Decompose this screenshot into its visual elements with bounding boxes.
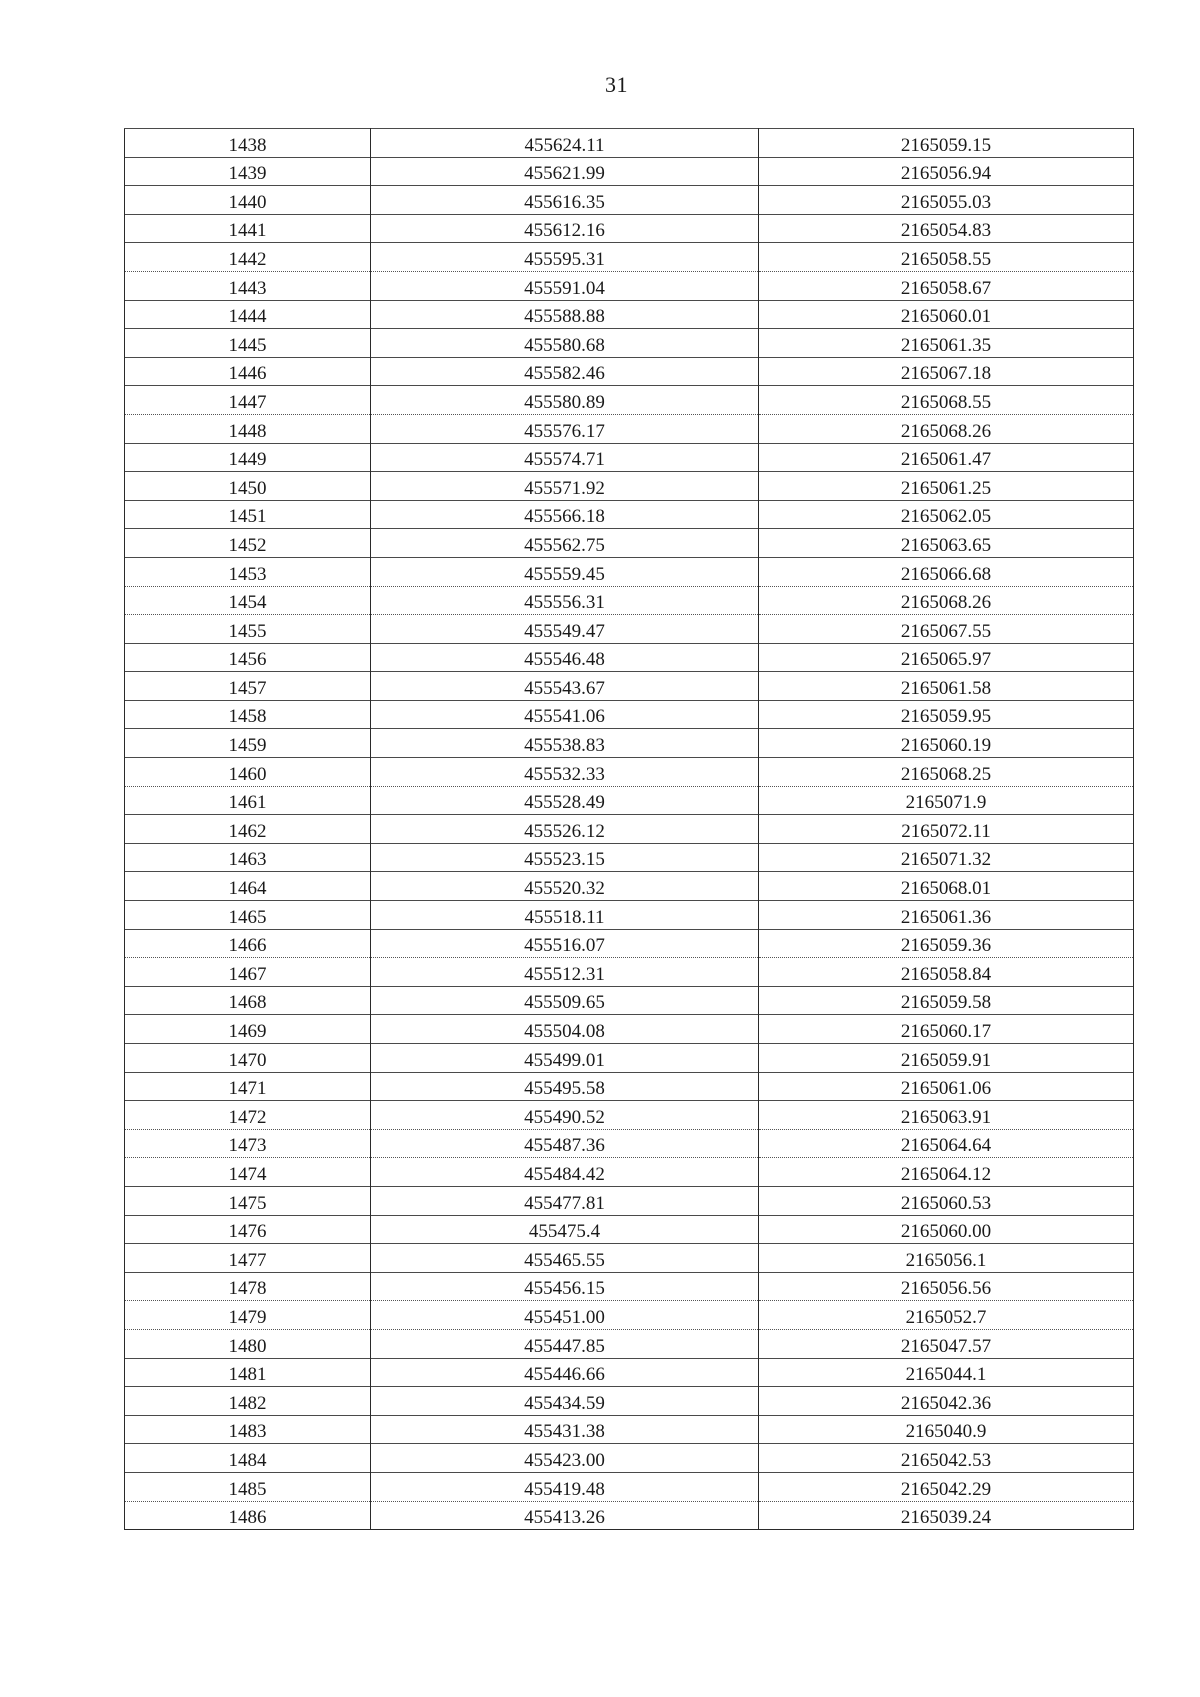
y-coordinate-cell: 2165065.97 [759, 643, 1134, 672]
y-coordinate-cell: 2165068.25 [759, 758, 1134, 787]
y-coordinate-cell: 2165040.9 [759, 1415, 1134, 1444]
y-coordinate-cell: 2165063.65 [759, 529, 1134, 558]
x-coordinate-cell: 455621.99 [371, 157, 759, 186]
y-coordinate-cell: 2165058.55 [759, 243, 1134, 272]
table-row [125, 1472, 1134, 1501]
y-coordinate-cell: 2165061.35 [759, 329, 1134, 358]
table-row [125, 472, 1134, 501]
table-row [125, 1329, 1134, 1358]
x-coordinate-cell: 455624.11 [371, 129, 759, 158]
point-number-cell: 1439 [125, 157, 371, 186]
y-coordinate-cell: 2165054.83 [759, 214, 1134, 243]
x-coordinate-cell: 455465.55 [371, 1244, 759, 1273]
table-row [125, 443, 1134, 472]
point-number-cell: 1461 [125, 786, 371, 815]
table-row [125, 386, 1134, 415]
table-row [125, 300, 1134, 329]
table-row [125, 815, 1134, 844]
point-number-cell: 1443 [125, 271, 371, 300]
x-coordinate-cell: 455562.75 [371, 529, 759, 558]
y-coordinate-cell: 2165060.53 [759, 1186, 1134, 1215]
coordinate-table [124, 128, 1134, 1530]
x-coordinate-cell: 455431.38 [371, 1415, 759, 1444]
point-number-cell: 1483 [125, 1415, 371, 1444]
y-coordinate-cell: 2165061.58 [759, 672, 1134, 701]
point-number-cell: 1468 [125, 986, 371, 1015]
x-coordinate-cell: 455588.88 [371, 300, 759, 329]
y-coordinate-cell: 2165044.1 [759, 1358, 1134, 1387]
x-coordinate-cell: 455419.48 [371, 1472, 759, 1501]
page-number: 31 [605, 72, 628, 97]
point-number-cell: 1480 [125, 1329, 371, 1358]
point-number-cell: 1464 [125, 872, 371, 901]
x-coordinate-cell: 455580.89 [371, 386, 759, 415]
table-row [125, 929, 1134, 958]
point-number-cell: 1479 [125, 1301, 371, 1330]
table-row [125, 1129, 1134, 1158]
x-coordinate-cell: 455556.31 [371, 586, 759, 615]
table-row [125, 1272, 1134, 1301]
point-number-cell: 1478 [125, 1272, 371, 1301]
table-row [125, 214, 1134, 243]
table-row [125, 1444, 1134, 1473]
x-coordinate-cell: 455580.68 [371, 329, 759, 358]
table-row [125, 357, 1134, 386]
point-number-cell: 1458 [125, 700, 371, 729]
y-coordinate-cell: 2165042.36 [759, 1387, 1134, 1416]
y-coordinate-cell: 2165059.15 [759, 129, 1134, 158]
point-number-cell: 1438 [125, 129, 371, 158]
x-coordinate-cell: 455576.17 [371, 414, 759, 443]
x-coordinate-cell: 455490.52 [371, 1101, 759, 1130]
table-row [125, 1215, 1134, 1244]
y-coordinate-cell: 2165047.57 [759, 1329, 1134, 1358]
table-row [125, 843, 1134, 872]
point-number-cell: 1486 [125, 1501, 371, 1530]
point-number-cell: 1481 [125, 1358, 371, 1387]
y-coordinate-cell: 2165058.84 [759, 958, 1134, 987]
y-coordinate-cell: 2165060.00 [759, 1215, 1134, 1244]
x-coordinate-cell: 455451.00 [371, 1301, 759, 1330]
x-coordinate-cell: 455475.4 [371, 1215, 759, 1244]
x-coordinate-cell: 455487.36 [371, 1129, 759, 1158]
x-coordinate-cell: 455532.33 [371, 758, 759, 787]
table-row [125, 872, 1134, 901]
x-coordinate-cell: 455546.48 [371, 643, 759, 672]
point-number-cell: 1449 [125, 443, 371, 472]
point-number-cell: 1475 [125, 1186, 371, 1215]
table-row [125, 186, 1134, 215]
point-number-cell: 1463 [125, 843, 371, 872]
table-row [125, 958, 1134, 987]
table-row [125, 129, 1134, 158]
table-row [125, 1301, 1134, 1330]
point-number-cell: 1440 [125, 186, 371, 215]
point-number-cell: 1450 [125, 472, 371, 501]
table-row [125, 1158, 1134, 1187]
y-coordinate-cell: 2165072.11 [759, 815, 1134, 844]
point-number-cell: 1471 [125, 1072, 371, 1101]
point-number-cell: 1485 [125, 1472, 371, 1501]
point-number-cell: 1465 [125, 901, 371, 930]
x-coordinate-cell: 455413.26 [371, 1501, 759, 1530]
y-coordinate-cell: 2165060.17 [759, 1015, 1134, 1044]
table-row [125, 672, 1134, 701]
x-coordinate-cell: 455520.32 [371, 872, 759, 901]
x-coordinate-cell: 455612.16 [371, 214, 759, 243]
x-coordinate-cell: 455504.08 [371, 1015, 759, 1044]
table-row [125, 1015, 1134, 1044]
y-coordinate-cell: 2165060.01 [759, 300, 1134, 329]
y-coordinate-cell: 2165061.25 [759, 472, 1134, 501]
x-coordinate-cell: 455566.18 [371, 500, 759, 529]
table-row [125, 557, 1134, 586]
table-row [125, 786, 1134, 815]
y-coordinate-cell: 2165039.24 [759, 1501, 1134, 1530]
x-coordinate-cell: 455484.42 [371, 1158, 759, 1187]
y-coordinate-cell: 2165056.94 [759, 157, 1134, 186]
x-coordinate-cell: 455595.31 [371, 243, 759, 272]
table-row [125, 271, 1134, 300]
x-coordinate-cell: 455447.85 [371, 1329, 759, 1358]
point-number-cell: 1452 [125, 529, 371, 558]
y-coordinate-cell: 2165068.01 [759, 872, 1134, 901]
table-row [125, 700, 1134, 729]
x-coordinate-cell: 455456.15 [371, 1272, 759, 1301]
x-coordinate-cell: 455543.67 [371, 672, 759, 701]
y-coordinate-cell: 2165064.64 [759, 1129, 1134, 1158]
table-row [125, 1501, 1134, 1530]
point-number-cell: 1484 [125, 1444, 371, 1473]
table-row [125, 986, 1134, 1015]
y-coordinate-cell: 2165042.53 [759, 1444, 1134, 1473]
point-number-cell: 1469 [125, 1015, 371, 1044]
point-number-cell: 1482 [125, 1387, 371, 1416]
y-coordinate-cell: 2165067.18 [759, 357, 1134, 386]
x-coordinate-cell: 455528.49 [371, 786, 759, 815]
table-row [125, 1358, 1134, 1387]
point-number-cell: 1472 [125, 1101, 371, 1130]
point-number-cell: 1442 [125, 243, 371, 272]
point-number-cell: 1453 [125, 557, 371, 586]
point-number-cell: 1474 [125, 1158, 371, 1187]
y-coordinate-cell: 2165061.47 [759, 443, 1134, 472]
point-number-cell: 1462 [125, 815, 371, 844]
coordinate-table-body [125, 129, 1134, 1530]
point-number-cell: 1441 [125, 214, 371, 243]
point-number-cell: 1447 [125, 386, 371, 415]
point-number-cell: 1467 [125, 958, 371, 987]
x-coordinate-cell: 455446.66 [371, 1358, 759, 1387]
y-coordinate-cell: 2165066.68 [759, 557, 1134, 586]
table-row [125, 1415, 1134, 1444]
point-number-cell: 1451 [125, 500, 371, 529]
x-coordinate-cell: 455582.46 [371, 357, 759, 386]
table-row [125, 157, 1134, 186]
table-row [125, 643, 1134, 672]
table-row [125, 500, 1134, 529]
table-row [125, 414, 1134, 443]
y-coordinate-cell: 2165056.56 [759, 1272, 1134, 1301]
table-row [125, 1044, 1134, 1073]
y-coordinate-cell: 2165067.55 [759, 615, 1134, 644]
point-number-cell: 1446 [125, 357, 371, 386]
x-coordinate-cell: 455518.11 [371, 901, 759, 930]
y-coordinate-cell: 2165063.91 [759, 1101, 1134, 1130]
point-number-cell: 1457 [125, 672, 371, 701]
table-row [125, 1072, 1134, 1101]
point-number-cell: 1473 [125, 1129, 371, 1158]
x-coordinate-cell: 455434.59 [371, 1387, 759, 1416]
x-coordinate-cell: 455512.31 [371, 958, 759, 987]
point-number-cell: 1455 [125, 615, 371, 644]
table-row [125, 1101, 1134, 1130]
x-coordinate-cell: 455574.71 [371, 443, 759, 472]
x-coordinate-cell: 455549.47 [371, 615, 759, 644]
table-row [125, 586, 1134, 615]
point-number-cell: 1445 [125, 329, 371, 358]
point-number-cell: 1448 [125, 414, 371, 443]
y-coordinate-cell: 2165062.05 [759, 500, 1134, 529]
y-coordinate-cell: 2165071.32 [759, 843, 1134, 872]
table-row [125, 1244, 1134, 1273]
point-number-cell: 1470 [125, 1044, 371, 1073]
point-number-cell: 1456 [125, 643, 371, 672]
x-coordinate-cell: 455423.00 [371, 1444, 759, 1473]
x-coordinate-cell: 455571.92 [371, 472, 759, 501]
y-coordinate-cell: 2165059.91 [759, 1044, 1134, 1073]
point-number-cell: 1477 [125, 1244, 371, 1273]
y-coordinate-cell: 2165058.67 [759, 271, 1134, 300]
y-coordinate-cell: 2165061.36 [759, 901, 1134, 930]
y-coordinate-cell: 2165059.58 [759, 986, 1134, 1015]
table-row [125, 1387, 1134, 1416]
y-coordinate-cell: 2165042.29 [759, 1472, 1134, 1501]
table-row [125, 901, 1134, 930]
point-number-cell: 1459 [125, 729, 371, 758]
y-coordinate-cell: 2165059.95 [759, 700, 1134, 729]
point-number-cell: 1454 [125, 586, 371, 615]
x-coordinate-cell: 455541.06 [371, 700, 759, 729]
y-coordinate-cell: 2165071.9 [759, 786, 1134, 815]
y-coordinate-cell: 2165068.26 [759, 414, 1134, 443]
y-coordinate-cell: 2165064.12 [759, 1158, 1134, 1187]
point-number-cell: 1466 [125, 929, 371, 958]
point-number-cell: 1460 [125, 758, 371, 787]
table-row [125, 758, 1134, 787]
y-coordinate-cell: 2165055.03 [759, 186, 1134, 215]
x-coordinate-cell: 455509.65 [371, 986, 759, 1015]
table-row [125, 529, 1134, 558]
table-row [125, 729, 1134, 758]
table-row [125, 1186, 1134, 1215]
x-coordinate-cell: 455538.83 [371, 729, 759, 758]
x-coordinate-cell: 455477.81 [371, 1186, 759, 1215]
point-number-cell: 1476 [125, 1215, 371, 1244]
table-row [125, 329, 1134, 358]
y-coordinate-cell: 2165052.7 [759, 1301, 1134, 1330]
x-coordinate-cell: 455523.15 [371, 843, 759, 872]
table-row [125, 615, 1134, 644]
x-coordinate-cell: 455526.12 [371, 815, 759, 844]
x-coordinate-cell: 455516.07 [371, 929, 759, 958]
y-coordinate-cell: 2165056.1 [759, 1244, 1134, 1273]
y-coordinate-cell: 2165068.26 [759, 586, 1134, 615]
table-row [125, 243, 1134, 272]
x-coordinate-cell: 455559.45 [371, 557, 759, 586]
x-coordinate-cell: 455591.04 [371, 271, 759, 300]
x-coordinate-cell: 455616.35 [371, 186, 759, 215]
y-coordinate-cell: 2165061.06 [759, 1072, 1134, 1101]
y-coordinate-cell: 2165068.55 [759, 386, 1134, 415]
y-coordinate-cell: 2165060.19 [759, 729, 1134, 758]
x-coordinate-cell: 455495.58 [371, 1072, 759, 1101]
x-coordinate-cell: 455499.01 [371, 1044, 759, 1073]
point-number-cell: 1444 [125, 300, 371, 329]
y-coordinate-cell: 2165059.36 [759, 929, 1134, 958]
